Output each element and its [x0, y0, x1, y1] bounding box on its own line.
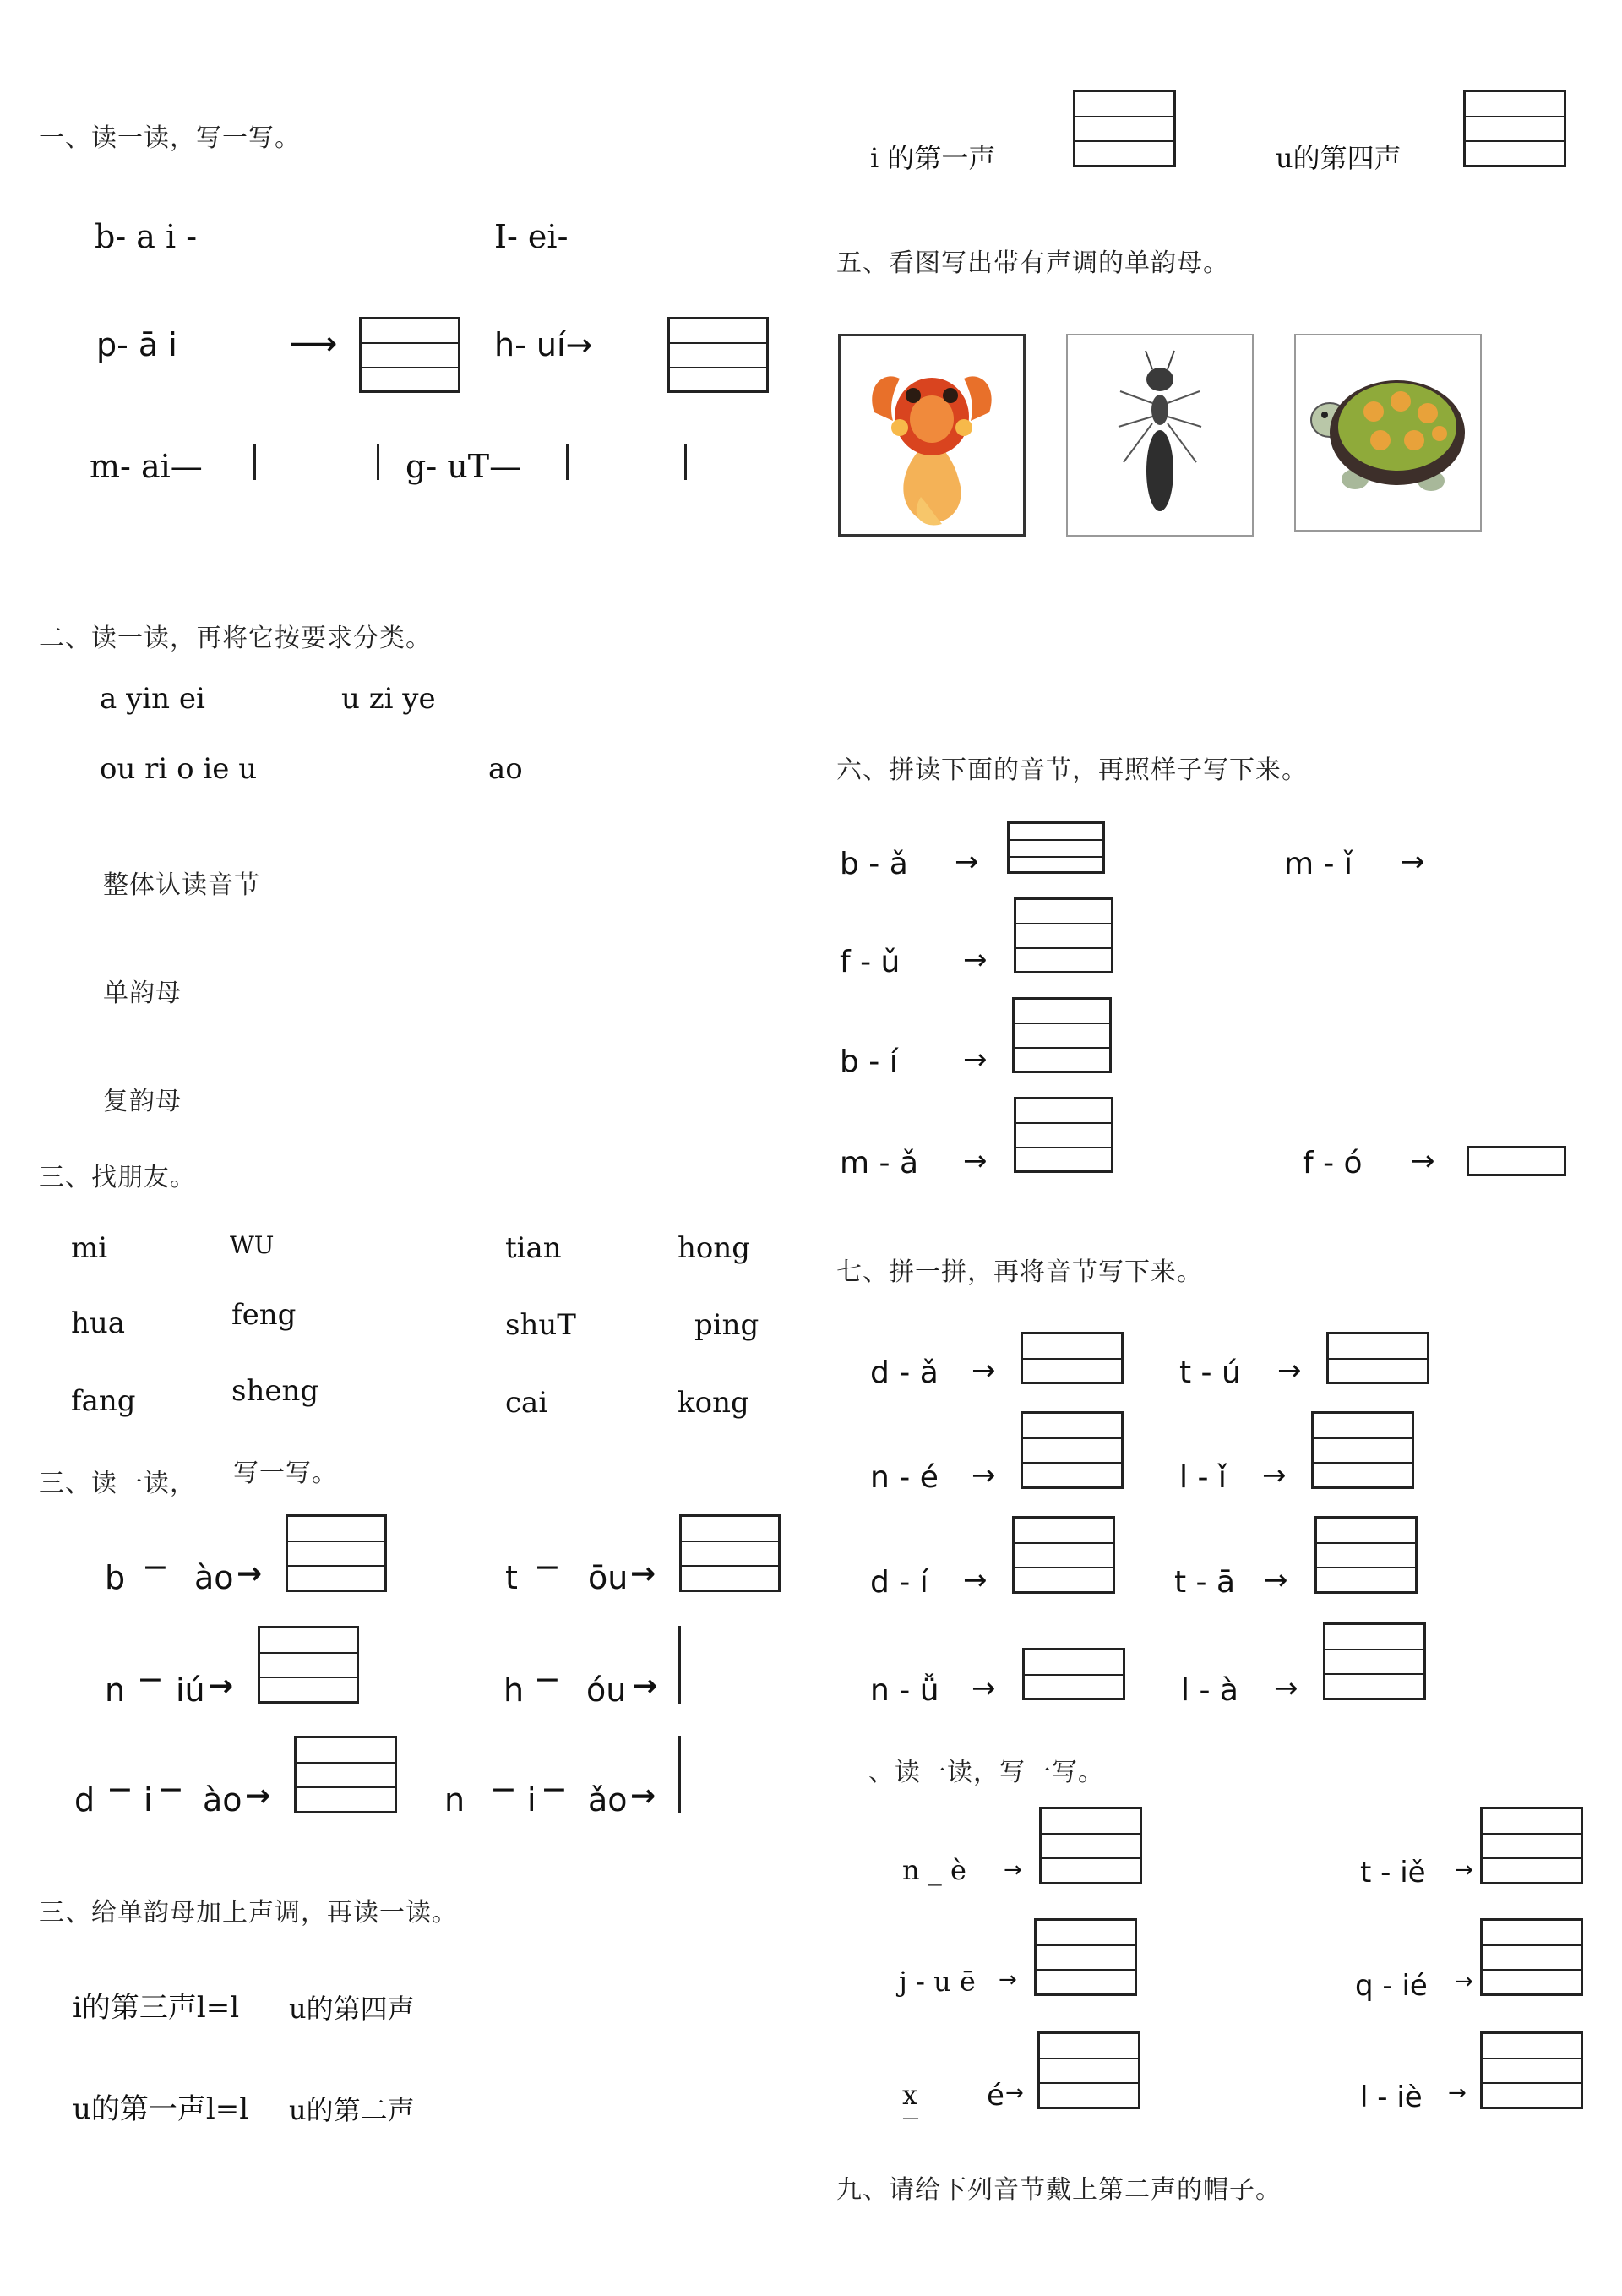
tone-line-1a: i的第三声l=l: [73, 1991, 240, 2025]
final-ou-2: óu: [586, 1672, 627, 1709]
writing-box[interactable]: [1311, 1411, 1414, 1489]
writing-box[interactable]: [1021, 1411, 1124, 1489]
category-single-final: 单韵母: [103, 979, 182, 1008]
category-compound-final: 复韵母: [103, 1087, 182, 1116]
syllable-j-ue: j - u ē: [899, 1966, 976, 1998]
syllable-l-i: l - ǐ: [1179, 1460, 1227, 1495]
dash-small: —: [902, 2108, 919, 2128]
writing-box[interactable]: [1037, 2031, 1140, 2109]
pinyin-h-ui: h- uí→: [494, 326, 593, 363]
arrow-right-icon: →: [963, 1144, 988, 1178]
word-wu: WU: [230, 1231, 275, 1259]
initial-d: d: [74, 1781, 95, 1819]
arrow-right-icon: →: [955, 845, 979, 879]
turtle-picture: [1294, 334, 1482, 532]
section-4-title: 三、读一读，: [39, 1469, 196, 1498]
final-ao-3: ǎo: [588, 1781, 628, 1819]
arrow-right-icon: →: [963, 1043, 988, 1077]
section-1-title: 一、读一读，写一写。: [39, 123, 301, 153]
arrow-right-icon: →: [1264, 1563, 1288, 1597]
dash: −: [534, 1661, 561, 1698]
section-5-title: 三、给单韵母加上声调，再读一读。: [39, 1898, 458, 1928]
section-pictures-title: 五、看图写出带有声调的单韵母。: [836, 248, 1229, 278]
arrow-right-icon: →: [1262, 1459, 1287, 1492]
arrow-right-icon: →: [630, 1779, 656, 1813]
dash: −: [490, 1770, 517, 1808]
writing-box[interactable]: [667, 317, 769, 393]
dash: −: [137, 1661, 164, 1698]
arrow-right-icon: →: [1411, 1144, 1435, 1178]
arrow-right-icon: →: [1005, 2081, 1024, 2106]
arrow-right-icon: →: [630, 1557, 656, 1591]
write-line-mark: [684, 444, 687, 480]
arrow-right-icon: →: [237, 1557, 263, 1591]
syllable-t-a: t - ā: [1174, 1565, 1236, 1600]
writing-box[interactable]: [1014, 897, 1113, 973]
syllable-n-v: n - ǚ: [870, 1673, 939, 1708]
pinyin-p-a-i: p- ā i: [96, 326, 177, 363]
arrow-right-icon: →: [632, 1669, 658, 1704]
write-line-mark: [377, 444, 379, 480]
word-mi: mi: [71, 1231, 108, 1265]
syllable-n-e: n - é: [870, 1460, 939, 1495]
final-ao-2: ào: [203, 1781, 242, 1819]
arrow-right-icon: →: [208, 1669, 234, 1704]
tone-prompt-u-4: u的第四声: [1276, 142, 1402, 174]
word-sheng: sheng: [231, 1374, 319, 1408]
tone-line-1b: u的第四声: [289, 1993, 415, 2025]
tone-line-2a: u的第一声l=l: [73, 2092, 249, 2126]
pinyin-b-a-i: b- a i -: [95, 218, 198, 255]
word-tian: tian: [505, 1231, 562, 1265]
writing-box[interactable]: [1012, 997, 1112, 1073]
syllable-l-ie: l - iè: [1360, 2081, 1423, 2114]
section-4-title-b: 写一写。: [233, 1459, 338, 1488]
arrow-right-icon: →: [1455, 1857, 1473, 1883]
writing-box[interactable]: [1014, 1097, 1113, 1173]
initial-x: x: [902, 2079, 918, 2111]
syllable-m-a: m - ǎ: [840, 1146, 919, 1181]
section-8-title: 、读一读，写一写。: [868, 1758, 1104, 1787]
medial-i: i: [144, 1781, 153, 1819]
word-fang: fang: [71, 1384, 136, 1418]
word-group-3: ou ri o ie u: [100, 752, 258, 786]
syllable-f-u: f - ǔ: [840, 945, 901, 979]
initial-n-2: n: [444, 1781, 465, 1819]
word-shui: shuT: [505, 1308, 576, 1342]
syllable-l-a: l - à: [1181, 1673, 1238, 1708]
arrow-right-icon: →: [1448, 2081, 1467, 2106]
writing-box[interactable]: [1480, 2031, 1583, 2109]
writing-box[interactable]: [1021, 1332, 1124, 1384]
writing-box[interactable]: [286, 1514, 387, 1592]
word-kong: kong: [678, 1386, 749, 1420]
medial-i-2: i: [527, 1781, 536, 1819]
section-7-title: 七、拼一拼，再将音节写下来。: [836, 1257, 1203, 1287]
syllable-d-a: d - ǎ: [870, 1355, 939, 1390]
final-ao: ào: [194, 1559, 234, 1596]
arrow-right-icon: →: [245, 1779, 271, 1813]
syllable-b-i: b - í: [840, 1044, 898, 1079]
arrow-right-icon: →: [972, 1459, 996, 1492]
syllable-q-ie: q - ié: [1355, 1969, 1428, 2003]
writing-box[interactable]: [1314, 1516, 1418, 1594]
writing-box[interactable]: [1073, 90, 1176, 167]
arrow-right-icon: →: [1455, 1969, 1473, 1994]
arrow-right-icon: →: [1274, 1672, 1298, 1705]
writing-box[interactable]: [1034, 1918, 1137, 1996]
dash: −: [106, 1770, 133, 1808]
syllable-t-ie: t - iě: [1360, 1856, 1426, 1890]
section-2-title: 二、读一读，再将它按要求分类。: [39, 624, 432, 653]
goldfish-picture: [838, 334, 1026, 537]
arrow-right-icon: →: [1277, 1354, 1302, 1388]
word-cai: cai: [505, 1386, 548, 1420]
arrow-right-icon: →: [963, 943, 988, 977]
writing-box[interactable]: [679, 1514, 781, 1592]
category-whole-syllable: 整体认读音节: [103, 870, 260, 900]
arrow-right-icon: →: [1401, 845, 1425, 879]
writing-box[interactable]: [1323, 1622, 1426, 1700]
ant-picture: [1066, 334, 1254, 537]
pinyin-g-ui: g- uT—: [406, 448, 522, 485]
pinyin-m-ai: m- ai—: [90, 448, 203, 485]
writing-box[interactable]: [1467, 1146, 1566, 1176]
pinyin-l-ei: I- ei-: [494, 218, 569, 255]
dash: −: [142, 1548, 169, 1585]
syllable-d-i: d - í: [870, 1565, 928, 1600]
arrow-right-icon: →: [999, 1967, 1017, 1993]
word-group-4: ao: [488, 752, 523, 786]
writing-box[interactable]: [359, 317, 460, 393]
writing-box-edge: [678, 1736, 681, 1813]
writing-box[interactable]: [1007, 821, 1105, 874]
tone-line-2b: u的第二声: [289, 2094, 415, 2126]
initial-b: b: [105, 1559, 126, 1596]
initial-n: n: [105, 1672, 126, 1709]
section-6-title: 六、拼读下面的音节，再照样子写下来。: [836, 755, 1308, 785]
write-line-mark: [253, 444, 256, 480]
syllable-f-o: f - ó: [1303, 1146, 1363, 1181]
arrow-right-icon: →: [1004, 1857, 1022, 1883]
final-e: é: [987, 2079, 1004, 2113]
final-ou: ōu: [588, 1559, 629, 1596]
word-ping: ping: [694, 1308, 759, 1342]
write-line-mark: [566, 444, 569, 480]
word-group-1: a yin ei: [100, 682, 205, 716]
syllable-t-u: t - ú: [1179, 1355, 1241, 1390]
writing-box[interactable]: [1326, 1332, 1429, 1384]
initial-h: h: [503, 1672, 525, 1709]
writing-box[interactable]: [1012, 1516, 1115, 1594]
section-3-title: 三、找朋友。: [39, 1163, 196, 1192]
writing-box[interactable]: [1463, 90, 1566, 167]
writing-box-edge: [678, 1626, 681, 1704]
initial-t: t: [505, 1559, 518, 1596]
arrow-right-icon: →: [972, 1354, 996, 1388]
final-iu: iú: [176, 1672, 205, 1709]
syllable-n-e-2: n _ è: [902, 1854, 966, 1886]
writing-box[interactable]: [258, 1626, 359, 1704]
arrow-right-icon: →: [972, 1672, 996, 1705]
writing-box[interactable]: [294, 1736, 397, 1813]
arrow-right-icon: ⟶: [289, 324, 338, 363]
word-group-2: u zi ye: [341, 682, 436, 716]
section-9-title: 九、请给下列音节戴上第二声的帽子。: [836, 2175, 1282, 2205]
syllable-m-i: m - ǐ: [1284, 847, 1353, 881]
word-feng: feng: [231, 1298, 297, 1332]
dash: −: [157, 1770, 184, 1808]
writing-box[interactable]: [1039, 1807, 1142, 1884]
syllable-b-a: b - ǎ: [840, 847, 908, 881]
word-hong: hong: [678, 1231, 751, 1265]
writing-box[interactable]: [1480, 1807, 1583, 1884]
writing-box[interactable]: [1022, 1648, 1125, 1700]
word-hua: hua: [71, 1306, 126, 1340]
writing-box[interactable]: [1480, 1918, 1583, 1996]
dash: −: [534, 1548, 561, 1585]
arrow-right-icon: →: [963, 1563, 988, 1597]
tone-prompt-i-1: i 的第一声: [870, 142, 996, 174]
dash: −: [541, 1770, 568, 1808]
